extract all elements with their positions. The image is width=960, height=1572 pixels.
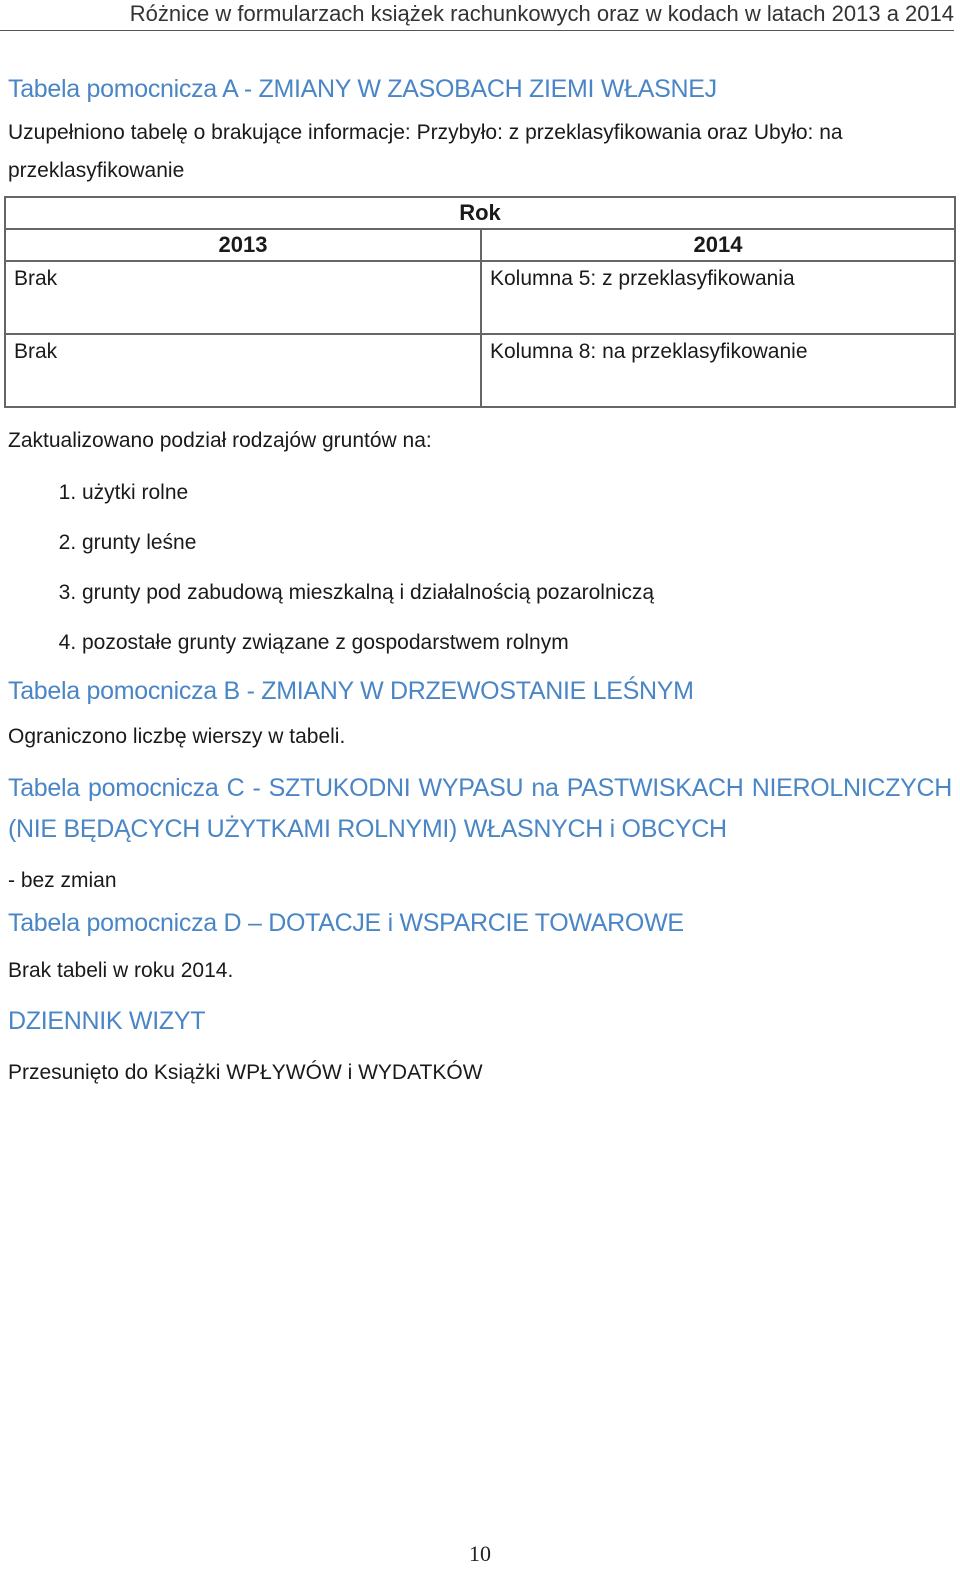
document-title: Różnice w formularzach książek rachunkowych oraz w kodach w latach 2013 a 2014 [129,1,954,26]
table-year-row [5,229,955,261]
col-header-2013: 2013 [5,229,481,261]
page-header [0,0,954,31]
update-intro: Zaktualizowano podział rodzajów gruntów na: [8,429,432,452]
section-c-title: Tabela pomocnicza C - SZTUKODNI WYPASU na PASTWISKACH NIEROLNICZYCH (NIE BĘDĄCYCH UŻYTKAMI ROLNYMI) WŁASNYCH i OBCYCH [8,774,952,843]
list-item: 3. grunty pod zabudową mieszkalną i działalnością pozarolniczą [82,568,952,618]
table-row [5,334,955,407]
page-number: 10 [469,1541,491,1566]
col-header-2014: 2014 [481,229,955,261]
table-header-row [5,197,955,229]
section-e-title: DZIENNIK WIZYT [8,1007,206,1035]
section-b-text: Ograniczono liczbę wierszy w tabeli. [8,725,346,748]
section-a-description: Uzupełniono tabelę o brakujące informacje: Przybyło: z przeklasyfikowania oraz Ubyło: na przeklasyfikowanie [8,121,843,182]
table-header-rok: Rok [5,197,955,229]
section-c-text: - bez zmian [8,869,117,892]
section-e-text: Przesunięto do Książki WPŁYWÓW i WYDATKÓW [8,1061,483,1084]
section-b-title: Tabela pomocnicza B - ZMIANY W DRZEWOSTANIE LEŚNYM [8,677,694,705]
table-cell-2014: Kolumna 5: z przeklasyfikowania [481,261,955,334]
table-cell-2013: Brak [5,261,481,334]
section-d-title: Tabela pomocnicza D – DOTACJE i WSPARCIE TOWAROWE [8,909,684,937]
table-row [5,261,955,334]
table-cell-2014: Kolumna 8: na przeklasyfikowanie [481,334,955,407]
soil-type-list [8,468,952,668]
list-item: 4. pozostałe grunty związane z gospodarstwem rolnym [82,618,952,668]
table-cell-2013: Brak [5,334,481,407]
section-a-title: Tabela pomocnicza A - ZMIANY W ZASOBACH ZIEMI WŁASNEJ [8,75,717,103]
list-item: 1. użytki rolne [82,468,952,518]
document-body [8,72,952,1092]
section-d-text: Brak tabeli w roku 2014. [8,959,234,982]
list-item: 2. grunty leśne [82,518,952,568]
year-comparison-table [4,196,956,408]
